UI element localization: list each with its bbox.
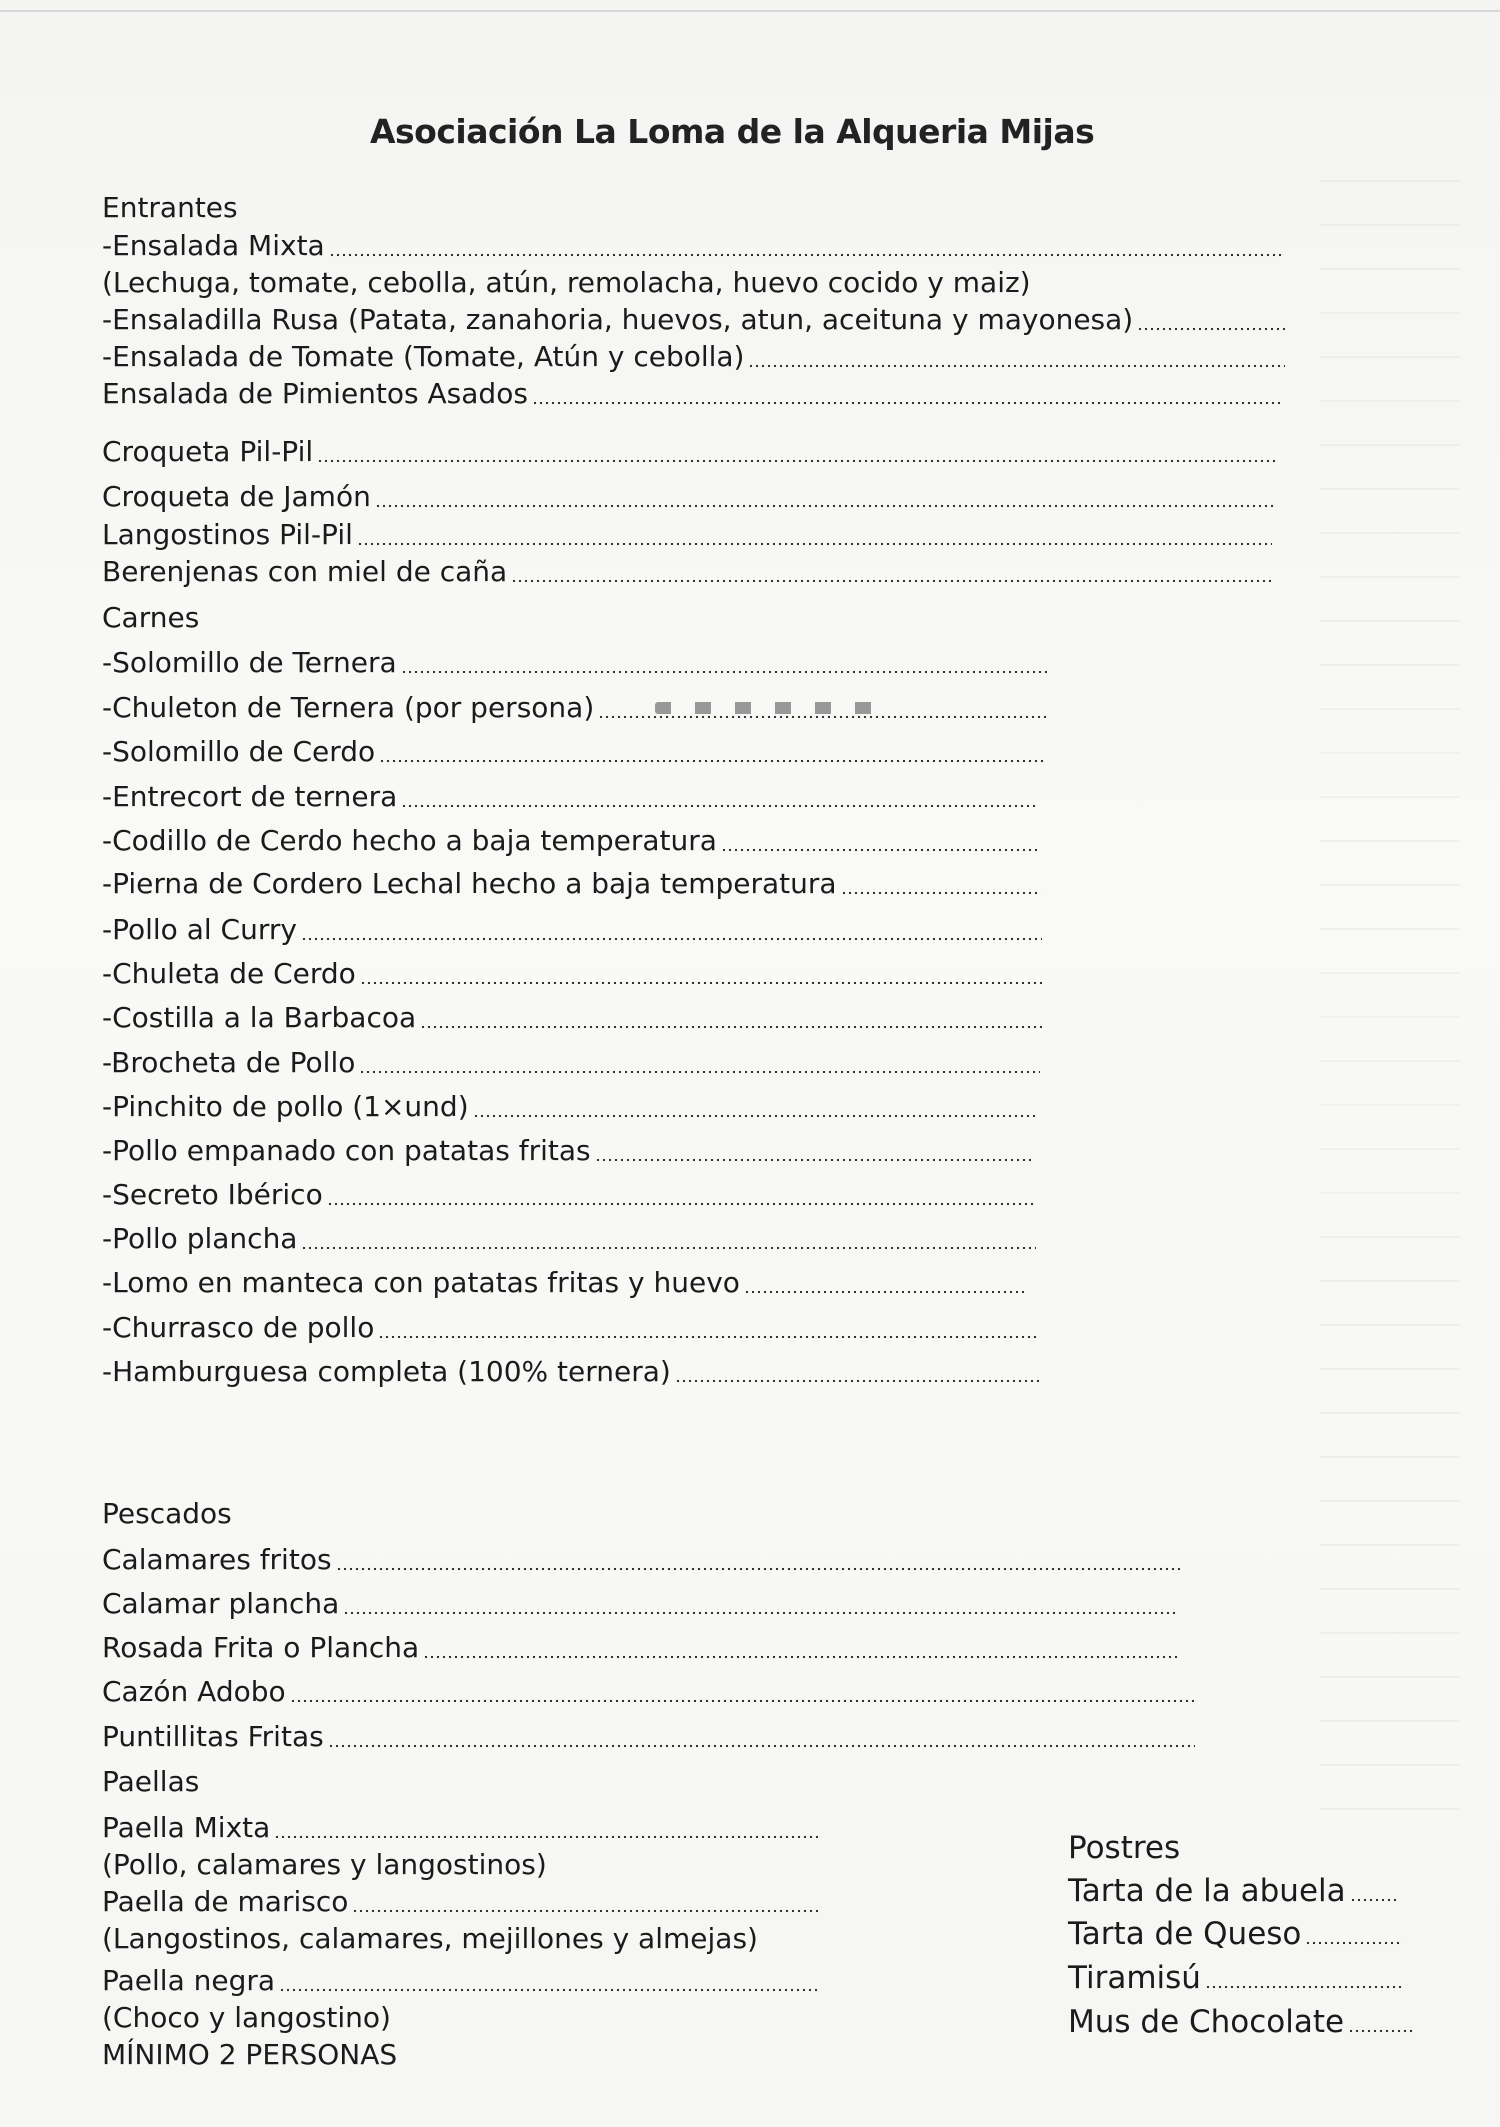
section-heading-carnes: Carnes [102,601,200,634]
menu-item: -Pollo empanado con patatas fritas [102,1131,1035,1171]
menu-item: -Solomillo de Ternera [102,643,1047,683]
menu-item: Paella negra [102,1961,818,2001]
menu-item: -Pollo al Curry [102,910,1042,950]
menu-item: -Chuleta de Cerdo [102,954,1042,994]
menu-item-description: (Choco y langostino) [102,2001,391,2034]
menu-item: -Brocheta de Pollo [102,1043,1040,1083]
menu-item-description: (Lechuga, tomate, cebolla, atún, remolacha, huevo cocido y maiz) [102,266,1031,299]
menu-item: Mus de Chocolate [1068,2002,1413,2042]
menu-item: -Ensalada de Tomate (Tomate, Atún y cebolla) [102,337,1285,377]
menu-item: Paella Mixta [102,1808,822,1848]
menu-item: -Solomillo de Cerdo [102,732,1045,772]
menu-item: Rosada Frita o Plancha [102,1628,1178,1668]
menu-item: Ensalada de Pimientos Asados [102,374,1280,414]
menu-item: -Codillo de Cerdo hecho a baja temperatura [102,821,1039,861]
minimum-persons-note: MÍNIMO 2 PERSONAS [102,2038,398,2071]
menu-item: Calamar plancha [102,1584,1178,1624]
menu-item: -Hamburguesa completa (100% ternera) [102,1352,1040,1392]
menu-item: Berenjenas con miel de caña [102,552,1272,592]
menu-item: Langostinos Pil-Pil [102,515,1272,555]
menu-item: -Pollo plancha [102,1219,1036,1259]
menu-item: -Costilla a la Barbacoa [102,998,1042,1038]
section-heading-entrantes: Entrantes [102,191,238,224]
menu-item: -Ensaladilla Rusa (Patata, zanahoria, huevos, atun, aceituna y mayonesa) [102,300,1287,340]
menu-item: -Ensalada Mixta [102,226,1285,266]
menu-item: Tarta de la abuela [1068,1871,1398,1911]
menu-item: Tarta de Queso [1068,1914,1403,1954]
menu-item-description: (Langostinos, calamares, mejillones y almejas) [102,1922,758,1955]
menu-item-description: (Pollo, calamares y langostinos) [102,1848,547,1881]
menu-item: Calamares fritos [102,1540,1180,1580]
section-heading-postres: Postres [1068,1830,1181,1866]
menu-item: -Lomo en manteca con patatas fritas y huevo [102,1263,1027,1303]
menu-item: -Pinchito de pollo (1×und) [102,1087,1038,1127]
menu-item: Paella de marisco [102,1882,820,1922]
page-title: Asociación La Loma de la Alqueria Mijas [370,112,1095,151]
menu-item: -Churrasco de pollo [102,1308,1040,1348]
menu-item: -Entrecort de ternera [102,777,1038,817]
menu-item: Croqueta de Jamón [102,477,1275,517]
menu-item: Cazón Adobo [102,1672,1198,1712]
menu-item: -Pierna de Cordero Lechal hecho a baja temperatura [102,864,1041,904]
section-heading-pescados: Pescados [102,1497,232,1530]
menu-item: -Chuleton de Ternera (por persona) [102,688,1047,728]
menu-item: Puntillitas Fritas [102,1717,1195,1757]
menu-item: Tiramisú [1068,1958,1403,1998]
page-edge [0,10,1500,12]
menu-item: Croqueta Pil-Pil [102,432,1275,472]
bleed-through-shadow [1320,180,1460,1830]
section-heading-paellas: Paellas [102,1765,200,1798]
ink-smudge [655,702,895,714]
menu-item: -Secreto Ibérico [102,1175,1035,1215]
